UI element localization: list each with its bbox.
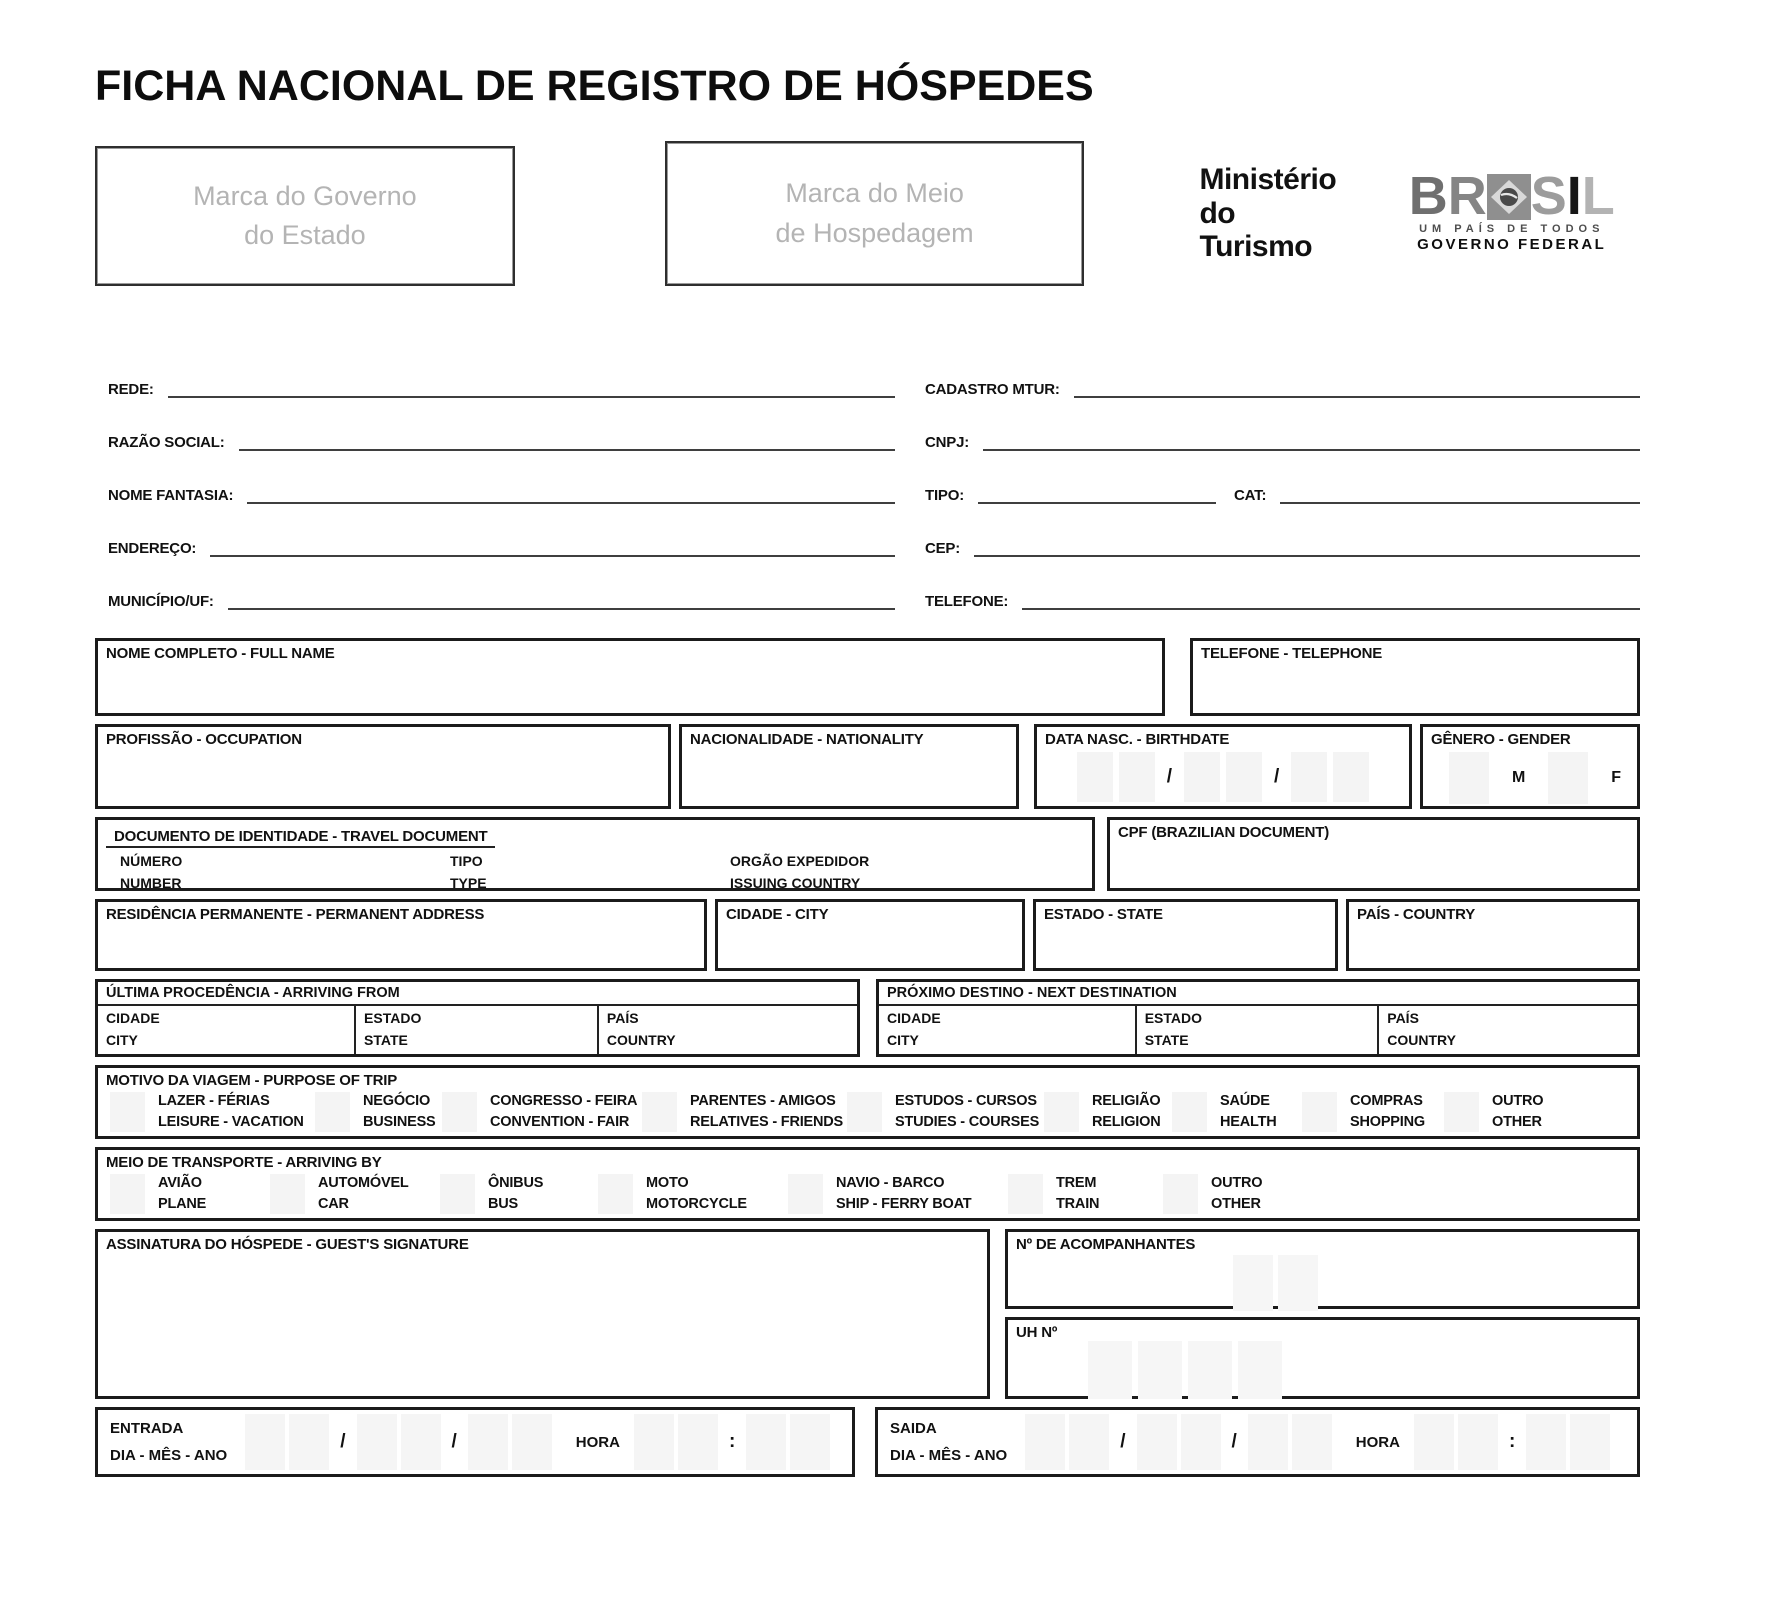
row-origin-destination (95, 979, 1640, 1057)
purpose-option-business: NEGÓCIO BUSINESS (315, 1091, 442, 1133)
next-destination-field (876, 979, 1640, 1057)
row-purpose (95, 1065, 1640, 1139)
page-title: FICHA NACIONAL DE REGISTRO DE HÓSPEDES (95, 62, 1094, 110)
transport-option-train: TREM TRAIN (1008, 1173, 1163, 1215)
municipio-uf-label: MUNICÍPIO/UF: (108, 593, 214, 610)
brasil-wordmark: B R S I L (1408, 166, 1615, 226)
address-country-label: PAÍS - COUNTRY (1357, 906, 1476, 923)
car-checkbox[interactable] (270, 1174, 305, 1214)
brazil-flag-icon (1487, 174, 1531, 220)
signature-right-column (1005, 1229, 1640, 1399)
transport-option-other: OUTRO OTHER (1163, 1173, 1633, 1215)
travel-document-subfields (98, 851, 1092, 894)
checkin-field (95, 1407, 855, 1477)
governo-federal-label: GOVERNO FEDERAL (1417, 235, 1607, 253)
brasil-tagline: UM PAÍS DE TODOS (1419, 222, 1605, 235)
shopping-checkbox[interactable] (1302, 1092, 1337, 1132)
cadastro-mtur-input[interactable] (1074, 396, 1640, 398)
endereco-label: ENDEREÇO: (108, 540, 197, 557)
checkin-month-cell[interactable] (401, 1414, 441, 1470)
business-checkbox[interactable] (315, 1092, 350, 1132)
birthdate-day-cell[interactable] (1119, 752, 1155, 802)
birthdate-month-cell[interactable] (1184, 752, 1220, 802)
date-separator: / (1231, 1431, 1237, 1452)
birthdate-month-cell[interactable] (1226, 752, 1262, 802)
date-separator: / (340, 1431, 346, 1452)
permanent-address-label: RESIDÊNCIA PERMANENTE - PERMANENT ADDRESS (106, 906, 485, 923)
address-state-field[interactable] (1033, 899, 1338, 971)
checkin-cells (243, 1414, 832, 1470)
transport-field (95, 1147, 1640, 1221)
gender-male-label: M (1511, 769, 1526, 786)
room-number-cell[interactable] (1088, 1341, 1132, 1399)
checkin-day-cell[interactable] (289, 1414, 329, 1470)
religion-checkbox[interactable] (1044, 1092, 1079, 1132)
document-type-field[interactable]: TIPO TYPE (450, 853, 487, 891)
razao-social-label: RAZÃO SOCIAL: (108, 434, 225, 451)
cep-label: CEP: (925, 540, 961, 557)
date-separator: / (1274, 766, 1280, 787)
transport-options (98, 1171, 1637, 1221)
purpose-other-checkbox[interactable] (1444, 1092, 1479, 1132)
transport-option-car: AUTOMÓVEL CAR (270, 1173, 440, 1215)
telephone-label: TELEFONE - TELEPHONE (1201, 645, 1383, 662)
lodging-mark-placeholder: Marca do Meio de Hospedagem (775, 178, 974, 248)
convention-checkbox[interactable] (442, 1092, 477, 1132)
rede-input[interactable] (168, 396, 895, 398)
room-number-cell[interactable] (1138, 1341, 1182, 1399)
checkout-year-cell[interactable] (1292, 1414, 1332, 1470)
next-destination-columns (879, 1006, 1637, 1054)
purpose-option-other: OUTRO OTHER (1444, 1091, 1633, 1133)
row-permanent-address (95, 899, 1640, 971)
checkout-day-cell[interactable] (1069, 1414, 1109, 1470)
nome-fantasia-label: NOME FANTASIA: (108, 487, 234, 504)
checkout-labels (890, 1415, 1007, 1469)
field-row-5 (95, 557, 1640, 610)
purpose-option-relatives: PARENTES - AMIGOS RELATIVES - FRIENDS (642, 1091, 847, 1133)
ministry-of-tourism-block (1199, 163, 1640, 264)
checkout-field (875, 1407, 1640, 1477)
birthdate-day-cell[interactable] (1077, 752, 1113, 802)
ministry-name: Ministério do Turismo (1199, 163, 1337, 264)
purpose-label: MOTIVO DA VIAGEM - PURPOSE OF TRIP (106, 1072, 397, 1089)
telefone-label: TELEFONE: (925, 593, 1009, 610)
arriving-from-state-field[interactable]: ESTADO STATE (356, 1006, 599, 1054)
row-transport (95, 1147, 1640, 1221)
purpose-option-shopping: COMPRAS SHOPPING (1302, 1091, 1444, 1133)
gender-female-label: F (1611, 769, 1621, 786)
checkout-cells (1023, 1414, 1612, 1470)
cpf-field[interactable] (1107, 817, 1640, 891)
birthdate-label: DATA NASC. - BIRTHDATE (1045, 731, 1230, 748)
travel-document-label: DOCUMENTO DE IDENTIDADE - TRAVEL DOCUMENT (106, 824, 495, 848)
plane-checkbox[interactable] (110, 1174, 145, 1214)
nome-fantasia-input[interactable] (247, 502, 895, 504)
birthdate-year-cell[interactable] (1291, 752, 1327, 802)
checkout-date-label: DIA - MÊS - ANO (890, 1447, 1008, 1464)
cnpj-label: CNPJ: (925, 434, 970, 451)
arriving-from-city-field[interactable]: CIDADE CITY (98, 1006, 356, 1054)
checkin-labels (110, 1415, 227, 1469)
checkout-minute-cell[interactable] (1526, 1414, 1566, 1470)
checkout-hour-cell[interactable] (1414, 1414, 1454, 1470)
occupation-field[interactable] (95, 724, 671, 809)
transport-other-checkbox[interactable] (1163, 1174, 1198, 1214)
birthdate-year-cell[interactable] (1333, 752, 1369, 802)
rede-label: REDE: (108, 381, 154, 398)
row-travel-document-cpf (95, 817, 1640, 891)
tipo-label: TIPO: (925, 487, 964, 504)
transport-option-plane: AVIÃO PLANE (110, 1173, 270, 1215)
transport-option-ship: NAVIO - BARCO SHIP - FERRY BOAT (788, 1173, 1008, 1215)
cat-input[interactable] (1280, 502, 1640, 504)
row-name-phone (95, 638, 1640, 716)
establishment-fields (95, 345, 1640, 610)
row-occupation-nationality-birthdate-gender (95, 724, 1640, 809)
document-issuer-field[interactable]: ORGÃO EXPEDIDOR ISSUING COUNTRY (730, 853, 870, 891)
gender-label: GÊNERO - GENDER (1431, 731, 1571, 748)
nationality-field[interactable] (679, 724, 1019, 809)
lodging-mark-box (665, 141, 1085, 286)
logo-row (95, 141, 1640, 291)
next-destination-label: PRÓXIMO DESTINO - NEXT DESTINATION (879, 982, 1637, 1006)
permanent-address-field[interactable] (95, 899, 707, 971)
brasil-government-logo (1383, 166, 1640, 253)
checkin-year-cell[interactable] (468, 1414, 508, 1470)
checkin-minute-cell[interactable] (790, 1414, 830, 1470)
state-mark-placeholder: Marca do Governo do Estado (193, 180, 417, 250)
next-destination-state-field[interactable]: ESTADO STATE (1137, 1006, 1380, 1054)
checkin-hour-cell[interactable] (634, 1414, 674, 1470)
ship-checkbox[interactable] (788, 1174, 823, 1214)
checkin-title: ENTRADA (110, 1420, 184, 1437)
checkout-year-cell[interactable] (1248, 1414, 1288, 1470)
purpose-option-health: SAÚDE HEALTH (1172, 1091, 1302, 1133)
gender-field (1420, 724, 1640, 809)
transport-label: MEIO DE TRANSPORTE - ARRIVING BY (106, 1154, 382, 1171)
companions-cells (1233, 1255, 1637, 1311)
purpose-option-leisure: LAZER - FÉRIAS LEISURE - VACATION (110, 1091, 315, 1133)
field-row-2 (95, 398, 1640, 451)
companions-field (1005, 1229, 1640, 1309)
bus-checkbox[interactable] (440, 1174, 475, 1214)
birthdate-cells (1037, 752, 1409, 802)
field-row-4 (95, 504, 1640, 557)
municipio-uf-input[interactable] (228, 608, 895, 610)
row-signature (95, 1229, 1640, 1399)
motorcycle-checkbox[interactable] (598, 1174, 633, 1214)
travel-document-field (95, 817, 1095, 891)
date-separator: / (451, 1431, 457, 1452)
checkin-month-cell[interactable] (357, 1414, 397, 1470)
checkin-hour-cell[interactable] (678, 1414, 718, 1470)
checkout-month-cell[interactable] (1181, 1414, 1221, 1470)
row-checkin-checkout (95, 1407, 1640, 1477)
transport-option-bus: ÔNIBUS BUS (440, 1173, 598, 1215)
form-content (95, 62, 1640, 1485)
telephone-field[interactable] (1190, 638, 1640, 716)
gender-male-checkbox[interactable] (1449, 752, 1489, 804)
checkout-month-cell[interactable] (1137, 1414, 1177, 1470)
birthdate-field (1034, 724, 1412, 809)
room-number-cell[interactable] (1188, 1341, 1232, 1399)
train-checkbox[interactable] (1008, 1174, 1043, 1214)
companions-cell[interactable] (1278, 1255, 1318, 1311)
cnpj-input[interactable] (983, 449, 1640, 451)
tipo-input[interactable] (978, 502, 1216, 504)
occupation-label: PROFISSÃO - OCCUPATION (106, 731, 302, 748)
health-checkbox[interactable] (1172, 1092, 1207, 1132)
state-government-mark-box (95, 146, 515, 286)
document-number-field[interactable]: NÚMERO NUMBER (120, 853, 183, 891)
address-city-field[interactable] (715, 899, 1025, 971)
guest-signature-label: ASSINATURA DO HÓSPEDE - GUEST'S SIGNATURE (106, 1236, 469, 1253)
address-state-label: ESTADO - STATE (1044, 906, 1163, 923)
purpose-option-studies: ESTUDOS - CURSOS STUDIES - COURSES (847, 1091, 1044, 1133)
cpf-label: CPF (BRAZILIAN DOCUMENT) (1118, 824, 1330, 841)
purpose-option-religion: RELIGIÃO RELIGION (1044, 1091, 1172, 1133)
address-city-label: CIDADE - CITY (726, 906, 829, 923)
guest-signature-field[interactable] (95, 1229, 990, 1399)
checkout-hour-label: HORA (1355, 1433, 1400, 1451)
checkout-minute-cell[interactable] (1570, 1414, 1610, 1470)
razao-social-input[interactable] (239, 449, 895, 451)
next-destination-city-field[interactable]: CIDADE CITY (879, 1006, 1137, 1054)
time-separator: : (1508, 1431, 1516, 1452)
companions-label: Nº DE ACOMPANHANTES (1016, 1236, 1196, 1253)
checkin-day-cell[interactable] (245, 1414, 285, 1470)
purpose-option-convention: CONGRESSO - FEIRA CONVENTION - FAIR (442, 1091, 642, 1133)
gender-options (1423, 748, 1637, 804)
cadastro-mtur-label: CADASTRO MTUR: (925, 381, 1060, 398)
date-separator: / (1120, 1431, 1126, 1452)
next-destination-country-field[interactable]: PAÍS COUNTRY (1387, 1010, 1456, 1048)
checkout-title: SAIDA (890, 1420, 937, 1437)
cep-input[interactable] (974, 555, 1640, 557)
cat-label: CAT: (1234, 487, 1267, 504)
room-number-cells (1088, 1341, 1637, 1399)
purpose-of-trip-field (95, 1065, 1640, 1139)
endereco-input[interactable] (210, 555, 895, 557)
time-separator: : (728, 1431, 736, 1452)
checkin-year-cell[interactable] (512, 1414, 552, 1470)
room-number-label: UH Nº (1016, 1324, 1058, 1341)
room-number-field (1005, 1317, 1640, 1399)
purpose-options (98, 1089, 1637, 1139)
studies-checkbox[interactable] (847, 1092, 882, 1132)
checkout-hour-cell[interactable] (1458, 1414, 1498, 1470)
arriving-from-label: ÚLTIMA PROCEDÊNCIA - ARRIVING FROM (98, 982, 857, 1006)
transport-option-motorcycle: MOTO MOTORCYCLE (598, 1173, 788, 1215)
room-number-cell[interactable] (1238, 1341, 1282, 1399)
checkin-hour-label: HORA (575, 1433, 620, 1451)
full-name-label: NOME COMPLETO - FULL NAME (106, 645, 335, 662)
address-country-field[interactable] (1346, 899, 1640, 971)
companions-cell[interactable] (1233, 1255, 1273, 1311)
field-row-3 (95, 451, 1640, 504)
leisure-checkbox[interactable] (110, 1092, 145, 1132)
arriving-from-columns (98, 1006, 857, 1054)
arriving-from-country-field[interactable]: PAÍS COUNTRY (606, 1010, 676, 1048)
guest-data-grid (95, 638, 1640, 1477)
full-name-field[interactable] (95, 638, 1165, 716)
nationality-label: NACIONALIDADE - NATIONALITY (690, 731, 924, 748)
gender-female-checkbox[interactable] (1548, 752, 1588, 804)
checkin-minute-cell[interactable] (746, 1414, 786, 1470)
checkout-day-cell[interactable] (1025, 1414, 1065, 1470)
telefone-input[interactable] (1022, 608, 1640, 610)
arriving-from-field (95, 979, 860, 1057)
date-separator: / (1166, 766, 1172, 787)
checkin-date-label: DIA - MÊS - ANO (110, 1447, 228, 1464)
relatives-checkbox[interactable] (642, 1092, 677, 1132)
field-row-1 (95, 345, 1640, 398)
